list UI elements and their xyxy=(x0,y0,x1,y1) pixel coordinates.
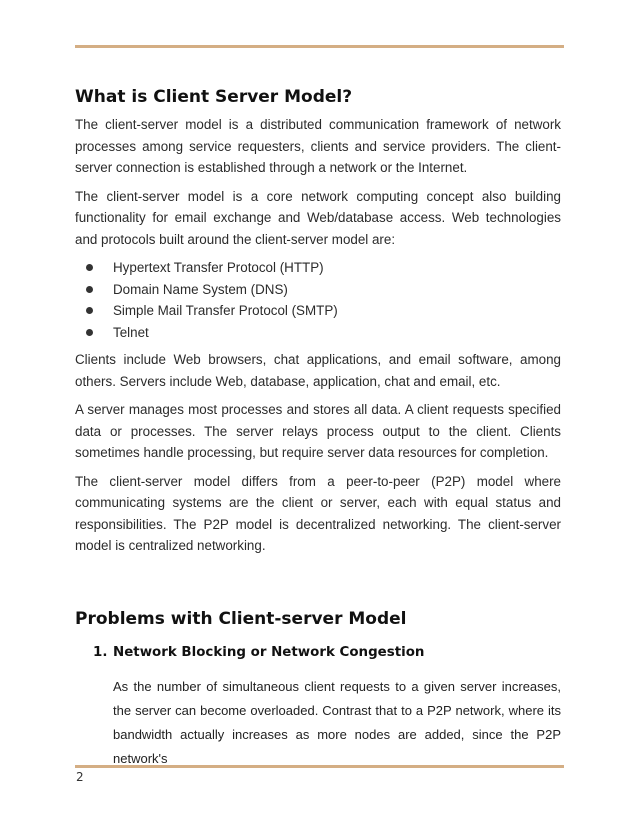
bullet-icon xyxy=(86,264,93,271)
page-content xyxy=(75,84,561,771)
paragraph-server-manages: A server manages most processes and stores all data. A client requests specified data or processes. The server relays process output to the client. Clients sometimes handle processing, but require server data resources for completion. xyxy=(75,402,561,460)
problem-number: 1. xyxy=(93,644,108,660)
paragraph-clients-servers: Clients include Web browsers, chat applications, and email software, among others. Servers include Web, database, application, chat and email, etc. xyxy=(75,352,561,389)
list-item-label: Domain Name System (DNS) xyxy=(113,281,288,297)
bullet-icon xyxy=(86,286,93,293)
list-item xyxy=(75,300,561,322)
bottom-rule xyxy=(75,765,564,768)
top-rule xyxy=(75,45,564,48)
list-item-label: Simple Mail Transfer Protocol (SMTP) xyxy=(113,303,338,318)
problem-heading xyxy=(75,642,561,663)
list-item-label: Hypertext Transfer Protocol (HTTP) xyxy=(113,260,324,275)
paragraph-p2p-difference: The client-server model differs from a peer-to-peer (P2P) model where communicating systems are the client or server, each with equal status and responsibilities. The P2P model is decentralized networking. The client-server model is centralized networking. xyxy=(75,473,561,553)
list-item xyxy=(75,279,561,301)
list-item xyxy=(75,322,561,344)
section-heading-problems: Problems with Client-server Model xyxy=(75,608,407,629)
problem-title: Network Blocking or Network Congestion xyxy=(113,644,425,660)
section-heading-client-server: What is Client Server Model? xyxy=(75,87,353,107)
protocol-list xyxy=(75,257,561,343)
bullet-icon xyxy=(86,307,93,314)
bullet-icon xyxy=(86,329,93,336)
paragraph-definition: The client-server model is a distributed communication framework of network processes among service requesters, clients and service providers. The client-server connection is established through a network or the Internet. xyxy=(75,117,561,175)
list-item xyxy=(75,257,561,279)
page-number: 2 xyxy=(76,770,84,784)
problem-description: As the number of simultaneous client requests to a given server increases, the server can become overloaded. Contrast that to a P2P network, where its bandwidth actually increases as more nodes are added, since the P2P network's xyxy=(113,678,561,766)
paragraph-core-concept: The client-server model is a core network computing concept also building functionality for email exchange and Web/database access. Web technologies and protocols built around the client-server model are: xyxy=(75,188,561,247)
list-item-label: Telnet xyxy=(113,324,149,340)
